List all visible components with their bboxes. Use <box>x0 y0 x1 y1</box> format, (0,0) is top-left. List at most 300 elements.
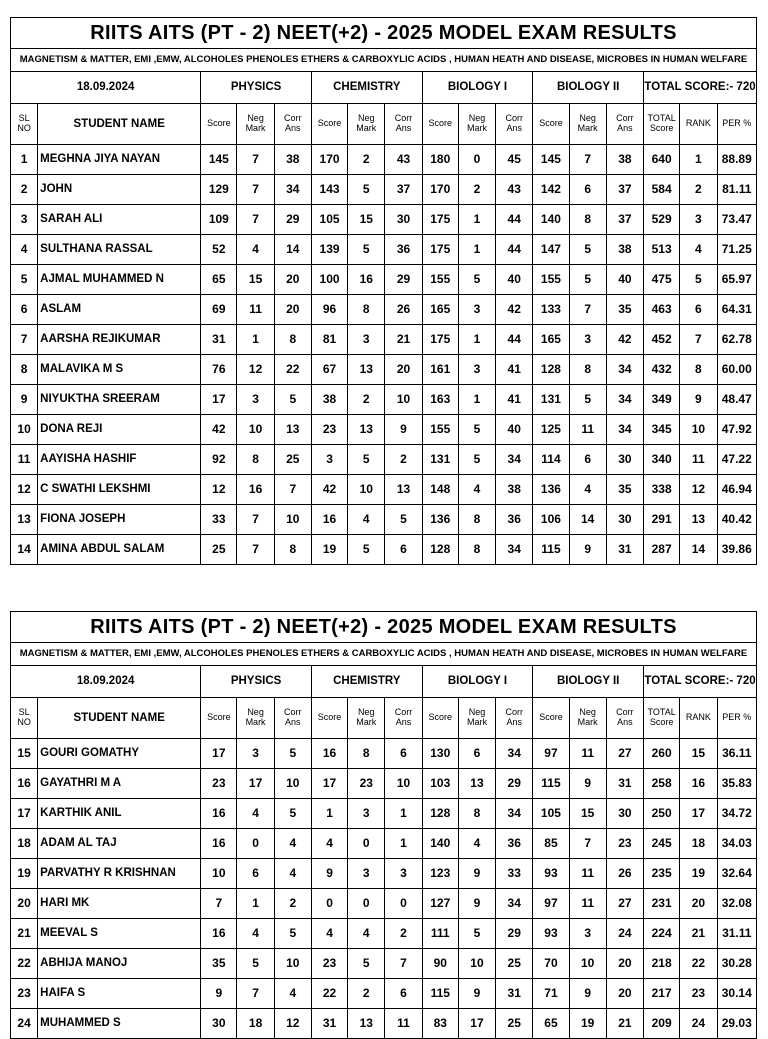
percent-cell: 40.42 <box>717 505 757 535</box>
sl-no-cell: 21 <box>11 919 38 949</box>
neg-mark-cell: 7 <box>569 295 606 325</box>
corr-ans-cell: 23 <box>606 829 643 859</box>
subject-header: PHYSICS <box>201 666 312 698</box>
total-score-cell: 250 <box>644 799 680 829</box>
neg-mark-cell: 9 <box>569 769 606 799</box>
score-cell: 4 <box>311 919 347 949</box>
col-neg-mark: Neg Mark <box>348 698 385 739</box>
neg-mark-cell: 6 <box>237 859 274 889</box>
score-cell: 106 <box>533 505 569 535</box>
corr-ans-cell: 30 <box>606 799 643 829</box>
neg-mark-cell: 15 <box>569 799 606 829</box>
neg-mark-cell: 7 <box>237 979 274 1009</box>
score-cell: 175 <box>422 205 458 235</box>
corr-ans-cell: 44 <box>496 235 533 265</box>
neg-mark-cell: 17 <box>458 1009 495 1039</box>
corr-ans-cell: 8 <box>274 535 311 565</box>
table-row <box>11 535 757 565</box>
neg-mark-cell: 4 <box>348 919 385 949</box>
neg-mark-cell: 10 <box>569 949 606 979</box>
results-table <box>10 611 757 1039</box>
sl-no-cell: 23 <box>11 979 38 1009</box>
corr-ans-cell: 20 <box>606 979 643 1009</box>
corr-ans-cell: 21 <box>385 325 422 355</box>
percent-cell: 29.03 <box>717 1009 757 1039</box>
neg-mark-cell: 7 <box>237 505 274 535</box>
score-cell: 175 <box>422 325 458 355</box>
corr-ans-cell: 29 <box>274 205 311 235</box>
corr-ans-cell: 29 <box>385 265 422 295</box>
corr-ans-cell: 31 <box>606 535 643 565</box>
student-name-cell: AJMAL MUHAMMED N <box>38 265 201 295</box>
score-cell: 22 <box>311 979 347 1009</box>
score-cell: 0 <box>311 889 347 919</box>
score-cell: 125 <box>533 415 569 445</box>
corr-ans-cell: 10 <box>385 385 422 415</box>
student-name-cell: JOHN <box>38 175 201 205</box>
table-row <box>11 325 757 355</box>
score-cell: 130 <box>422 739 458 769</box>
score-cell: 163 <box>422 385 458 415</box>
score-cell: 1 <box>311 799 347 829</box>
student-name-cell: ABHIJA MANOJ <box>38 949 201 979</box>
table-row <box>11 799 757 829</box>
score-cell: 131 <box>422 445 458 475</box>
score-cell: 42 <box>311 475 347 505</box>
score-cell: 76 <box>201 355 237 385</box>
col-neg-mark: Neg Mark <box>458 698 495 739</box>
student-name-cell: AMINA ABDUL SALAM <box>38 535 201 565</box>
score-cell: 140 <box>533 205 569 235</box>
sl-no-cell: 12 <box>11 475 38 505</box>
percent-cell: 39.86 <box>717 535 757 565</box>
table-row <box>11 295 757 325</box>
corr-ans-cell: 22 <box>274 355 311 385</box>
percent-cell: 47.92 <box>717 415 757 445</box>
corr-ans-cell: 4 <box>274 829 311 859</box>
sl-no-cell: 8 <box>11 355 38 385</box>
rank-cell: 6 <box>680 295 717 325</box>
neg-mark-cell: 13 <box>348 355 385 385</box>
score-cell: 103 <box>422 769 458 799</box>
neg-mark-cell: 14 <box>569 505 606 535</box>
subject-header: BIOLOGY I <box>422 72 533 104</box>
sl-no-cell: 7 <box>11 325 38 355</box>
percent-cell: 73.47 <box>717 205 757 235</box>
student-name-cell: C SWATHI LEKSHMI <box>38 475 201 505</box>
table-row <box>11 475 757 505</box>
percent-cell: 81.11 <box>717 175 757 205</box>
corr-ans-cell: 40 <box>496 415 533 445</box>
col-corr-ans: Corr Ans <box>385 698 422 739</box>
corr-ans-cell: 2 <box>385 445 422 475</box>
neg-mark-cell: 5 <box>237 949 274 979</box>
col-student-name: STUDENT NAME <box>38 104 201 145</box>
corr-ans-cell: 10 <box>274 949 311 979</box>
score-cell: 128 <box>533 355 569 385</box>
neg-mark-cell: 2 <box>348 979 385 1009</box>
score-cell: 100 <box>311 265 347 295</box>
score-cell: 17 <box>201 385 237 415</box>
neg-mark-cell: 5 <box>458 415 495 445</box>
score-cell: 123 <box>422 859 458 889</box>
neg-mark-cell: 12 <box>237 355 274 385</box>
score-cell: 30 <box>201 1009 237 1039</box>
rank-cell: 19 <box>680 859 717 889</box>
student-name-cell: GAYATHRI M A <box>38 769 201 799</box>
score-cell: 25 <box>201 535 237 565</box>
col-neg-mark: Neg Mark <box>348 104 385 145</box>
neg-mark-cell: 18 <box>237 1009 274 1039</box>
score-cell: 128 <box>422 799 458 829</box>
corr-ans-cell: 8 <box>274 325 311 355</box>
corr-ans-cell: 34 <box>496 739 533 769</box>
neg-mark-cell: 8 <box>458 535 495 565</box>
score-cell: 65 <box>533 1009 569 1039</box>
table-row <box>11 205 757 235</box>
corr-ans-cell: 5 <box>274 799 311 829</box>
table-row <box>11 415 757 445</box>
neg-mark-cell: 5 <box>458 265 495 295</box>
neg-mark-cell: 5 <box>348 535 385 565</box>
corr-ans-cell: 4 <box>274 859 311 889</box>
table-row <box>11 769 757 799</box>
neg-mark-cell: 3 <box>458 295 495 325</box>
corr-ans-cell: 43 <box>385 145 422 175</box>
total-score-cell: 584 <box>644 175 680 205</box>
total-score-cell: 291 <box>644 505 680 535</box>
sl-no-cell: 5 <box>11 265 38 295</box>
col-score: Score <box>533 104 569 145</box>
rank-cell: 3 <box>680 205 717 235</box>
rank-cell: 15 <box>680 739 717 769</box>
student-name-cell: PARVATHY R KRISHNAN <box>38 859 201 889</box>
neg-mark-cell: 2 <box>348 145 385 175</box>
corr-ans-cell: 44 <box>496 205 533 235</box>
percent-cell: 32.08 <box>717 889 757 919</box>
neg-mark-cell: 5 <box>569 385 606 415</box>
corr-ans-cell: 1 <box>385 799 422 829</box>
corr-ans-cell: 38 <box>606 235 643 265</box>
col-neg-mark: Neg Mark <box>237 698 274 739</box>
corr-ans-cell: 36 <box>496 829 533 859</box>
score-cell: 16 <box>311 739 347 769</box>
student-name-cell: AAYISHA HASHIF <box>38 445 201 475</box>
rank-cell: 10 <box>680 415 717 445</box>
table-row <box>11 979 757 1009</box>
score-cell: 9 <box>311 859 347 889</box>
col-corr-ans: Corr Ans <box>496 698 533 739</box>
score-cell: 155 <box>422 265 458 295</box>
neg-mark-cell: 4 <box>348 505 385 535</box>
subject-header: BIOLOGY I <box>422 666 533 698</box>
neg-mark-cell: 15 <box>348 205 385 235</box>
results-sheet-2 <box>10 611 757 1039</box>
corr-ans-cell: 37 <box>606 205 643 235</box>
results-sheet-1 <box>10 17 757 565</box>
score-cell: 143 <box>311 175 347 205</box>
total-score-cell: 224 <box>644 919 680 949</box>
total-score-label: TOTAL SCORE:- 720 <box>644 72 757 104</box>
col-student-name: STUDENT NAME <box>38 698 201 739</box>
corr-ans-cell: 34 <box>606 415 643 445</box>
neg-mark-cell: 5 <box>458 445 495 475</box>
score-cell: 42 <box>201 415 237 445</box>
corr-ans-cell: 5 <box>274 739 311 769</box>
score-cell: 96 <box>311 295 347 325</box>
score-cell: 90 <box>422 949 458 979</box>
table-row <box>11 265 757 295</box>
score-cell: 9 <box>201 979 237 1009</box>
score-cell: 128 <box>422 535 458 565</box>
score-cell: 155 <box>422 415 458 445</box>
corr-ans-cell: 2 <box>274 889 311 919</box>
score-cell: 16 <box>201 829 237 859</box>
percent-cell: 35.83 <box>717 769 757 799</box>
percent-cell: 71.25 <box>717 235 757 265</box>
score-cell: 93 <box>533 919 569 949</box>
rank-cell: 5 <box>680 265 717 295</box>
score-cell: 65 <box>201 265 237 295</box>
corr-ans-cell: 35 <box>606 475 643 505</box>
neg-mark-cell: 4 <box>458 829 495 859</box>
score-cell: 140 <box>422 829 458 859</box>
score-cell: 71 <box>533 979 569 1009</box>
corr-ans-cell: 24 <box>606 919 643 949</box>
sl-no-cell: 10 <box>11 415 38 445</box>
neg-mark-cell: 7 <box>237 535 274 565</box>
corr-ans-cell: 44 <box>496 325 533 355</box>
neg-mark-cell: 0 <box>458 145 495 175</box>
student-name-cell: SULTHANA RASSAL <box>38 235 201 265</box>
corr-ans-cell: 5 <box>274 385 311 415</box>
neg-mark-cell: 8 <box>458 799 495 829</box>
corr-ans-cell: 29 <box>496 919 533 949</box>
sl-no-cell: 24 <box>11 1009 38 1039</box>
corr-ans-cell: 34 <box>496 445 533 475</box>
table-row <box>11 385 757 415</box>
score-cell: 16 <box>201 919 237 949</box>
rank-cell: 18 <box>680 829 717 859</box>
sl-no-cell: 16 <box>11 769 38 799</box>
corr-ans-cell: 26 <box>606 859 643 889</box>
neg-mark-cell: 6 <box>569 445 606 475</box>
syllabus-subtitle: MAGNETISM & MATTER, EMI ,EMW, ALCOHOLES PHENOLES ETHERS & CARBOXYLIC ACIDS , HUMAN HEATH AND DISEASE, MICROBES IN HUMAN WELFARE <box>11 49 757 72</box>
col-score: Score <box>533 698 569 739</box>
corr-ans-cell: 36 <box>385 235 422 265</box>
total-score-cell: 452 <box>644 325 680 355</box>
neg-mark-cell: 7 <box>569 145 606 175</box>
rank-cell: 13 <box>680 505 717 535</box>
neg-mark-cell: 3 <box>569 325 606 355</box>
corr-ans-cell: 25 <box>274 445 311 475</box>
neg-mark-cell: 3 <box>237 739 274 769</box>
col-neg-mark: Neg Mark <box>569 698 606 739</box>
percent-cell: 62.78 <box>717 325 757 355</box>
score-cell: 3 <box>311 445 347 475</box>
percent-cell: 64.31 <box>717 295 757 325</box>
sl-no-cell: 3 <box>11 205 38 235</box>
score-cell: 97 <box>533 739 569 769</box>
total-score-cell: 475 <box>644 265 680 295</box>
student-name-cell: NIYUKTHA SREERAM <box>38 385 201 415</box>
neg-mark-cell: 10 <box>237 415 274 445</box>
neg-mark-cell: 8 <box>569 205 606 235</box>
neg-mark-cell: 3 <box>348 859 385 889</box>
col-rank: RANK <box>680 698 717 739</box>
score-cell: 115 <box>533 769 569 799</box>
corr-ans-cell: 10 <box>385 769 422 799</box>
neg-mark-cell: 3 <box>237 385 274 415</box>
student-name-cell: DONA REJI <box>38 415 201 445</box>
corr-ans-cell: 34 <box>274 175 311 205</box>
neg-mark-cell: 8 <box>348 739 385 769</box>
neg-mark-cell: 9 <box>458 859 495 889</box>
total-score-cell: 345 <box>644 415 680 445</box>
neg-mark-cell: 1 <box>237 889 274 919</box>
total-score-cell: 217 <box>644 979 680 1009</box>
neg-mark-cell: 2 <box>348 385 385 415</box>
corr-ans-cell: 13 <box>274 415 311 445</box>
percent-cell: 46.94 <box>717 475 757 505</box>
score-cell: 136 <box>422 505 458 535</box>
score-cell: 105 <box>311 205 347 235</box>
corr-ans-cell: 33 <box>496 859 533 889</box>
neg-mark-cell: 5 <box>348 949 385 979</box>
score-cell: 115 <box>422 979 458 1009</box>
neg-mark-cell: 5 <box>458 919 495 949</box>
neg-mark-cell: 4 <box>237 235 274 265</box>
corr-ans-cell: 20 <box>385 355 422 385</box>
neg-mark-cell: 8 <box>458 505 495 535</box>
neg-mark-cell: 5 <box>348 175 385 205</box>
corr-ans-cell: 42 <box>496 295 533 325</box>
score-cell: 16 <box>201 799 237 829</box>
neg-mark-cell: 11 <box>237 295 274 325</box>
table-row <box>11 739 757 769</box>
student-name-cell: ASLAM <box>38 295 201 325</box>
total-score-cell: 235 <box>644 859 680 889</box>
sheet-title: RIITS AITS (PT - 2) NEET(+2) - 2025 MODEL EXAM RESULTS <box>11 18 757 49</box>
corr-ans-cell: 21 <box>606 1009 643 1039</box>
corr-ans-cell: 11 <box>385 1009 422 1039</box>
neg-mark-cell: 11 <box>569 889 606 919</box>
rank-cell: 2 <box>680 175 717 205</box>
col-corr-ans: Corr Ans <box>606 104 643 145</box>
corr-ans-cell: 42 <box>606 325 643 355</box>
exam-date: 18.09.2024 <box>11 72 201 104</box>
sl-no-cell: 15 <box>11 739 38 769</box>
corr-ans-cell: 37 <box>606 175 643 205</box>
sl-no-cell: 18 <box>11 829 38 859</box>
neg-mark-cell: 10 <box>348 475 385 505</box>
col-corr-ans: Corr Ans <box>274 104 311 145</box>
score-cell: 133 <box>533 295 569 325</box>
sl-no-cell: 17 <box>11 799 38 829</box>
table-row <box>11 859 757 889</box>
table-row <box>11 145 757 175</box>
score-cell: 129 <box>201 175 237 205</box>
score-cell: 17 <box>201 739 237 769</box>
student-name-cell: KARTHIK ANIL <box>38 799 201 829</box>
neg-mark-cell: 8 <box>569 355 606 385</box>
score-cell: 35 <box>201 949 237 979</box>
neg-mark-cell: 0 <box>348 829 385 859</box>
score-cell: 142 <box>533 175 569 205</box>
corr-ans-cell: 34 <box>496 889 533 919</box>
corr-ans-cell: 41 <box>496 355 533 385</box>
sl-no-cell: 22 <box>11 949 38 979</box>
subject-header: BIOLOGY II <box>533 666 644 698</box>
sl-no-cell: 13 <box>11 505 38 535</box>
sl-no-cell: 9 <box>11 385 38 415</box>
corr-ans-cell: 5 <box>274 919 311 949</box>
rank-cell: 8 <box>680 355 717 385</box>
rank-cell: 20 <box>680 889 717 919</box>
total-score-cell: 340 <box>644 445 680 475</box>
sl-no-cell: 2 <box>11 175 38 205</box>
score-cell: 105 <box>533 799 569 829</box>
col-score: Score <box>422 698 458 739</box>
subject-header: CHEMISTRY <box>311 666 422 698</box>
corr-ans-cell: 0 <box>385 889 422 919</box>
corr-ans-cell: 34 <box>496 799 533 829</box>
percent-cell: 30.14 <box>717 979 757 1009</box>
score-cell: 115 <box>533 535 569 565</box>
percent-cell: 60.00 <box>717 355 757 385</box>
neg-mark-cell: 4 <box>569 475 606 505</box>
corr-ans-cell: 34 <box>496 535 533 565</box>
score-cell: 180 <box>422 145 458 175</box>
col-corr-ans: Corr Ans <box>606 698 643 739</box>
score-cell: 92 <box>201 445 237 475</box>
score-cell: 147 <box>533 235 569 265</box>
sl-no-cell: 4 <box>11 235 38 265</box>
corr-ans-cell: 38 <box>274 145 311 175</box>
rank-cell: 22 <box>680 949 717 979</box>
score-cell: 93 <box>533 859 569 889</box>
total-score-cell: 463 <box>644 295 680 325</box>
student-name-cell: HAIFA S <box>38 979 201 1009</box>
percent-cell: 34.03 <box>717 829 757 859</box>
score-cell: 145 <box>533 145 569 175</box>
neg-mark-cell: 9 <box>458 979 495 1009</box>
student-name-cell: MEGHNA JIYA NAYAN <box>38 145 201 175</box>
neg-mark-cell: 13 <box>458 769 495 799</box>
corr-ans-cell: 36 <box>496 505 533 535</box>
neg-mark-cell: 4 <box>458 475 495 505</box>
corr-ans-cell: 6 <box>385 739 422 769</box>
score-cell: 165 <box>422 295 458 325</box>
neg-mark-cell: 7 <box>569 829 606 859</box>
subject-header: BIOLOGY II <box>533 72 644 104</box>
score-cell: 148 <box>422 475 458 505</box>
student-name-cell: HARI MK <box>38 889 201 919</box>
total-score-cell: 513 <box>644 235 680 265</box>
col-score: Score <box>311 104 347 145</box>
corr-ans-cell: 35 <box>606 295 643 325</box>
neg-mark-cell: 3 <box>348 325 385 355</box>
neg-mark-cell: 16 <box>348 265 385 295</box>
student-name-cell: MALAVIKA M S <box>38 355 201 385</box>
total-score-cell: 231 <box>644 889 680 919</box>
sl-no-cell: 1 <box>11 145 38 175</box>
corr-ans-cell: 30 <box>606 505 643 535</box>
score-cell: 31 <box>201 325 237 355</box>
score-cell: 23 <box>311 949 347 979</box>
total-score-cell: 349 <box>644 385 680 415</box>
corr-ans-cell: 25 <box>496 949 533 979</box>
